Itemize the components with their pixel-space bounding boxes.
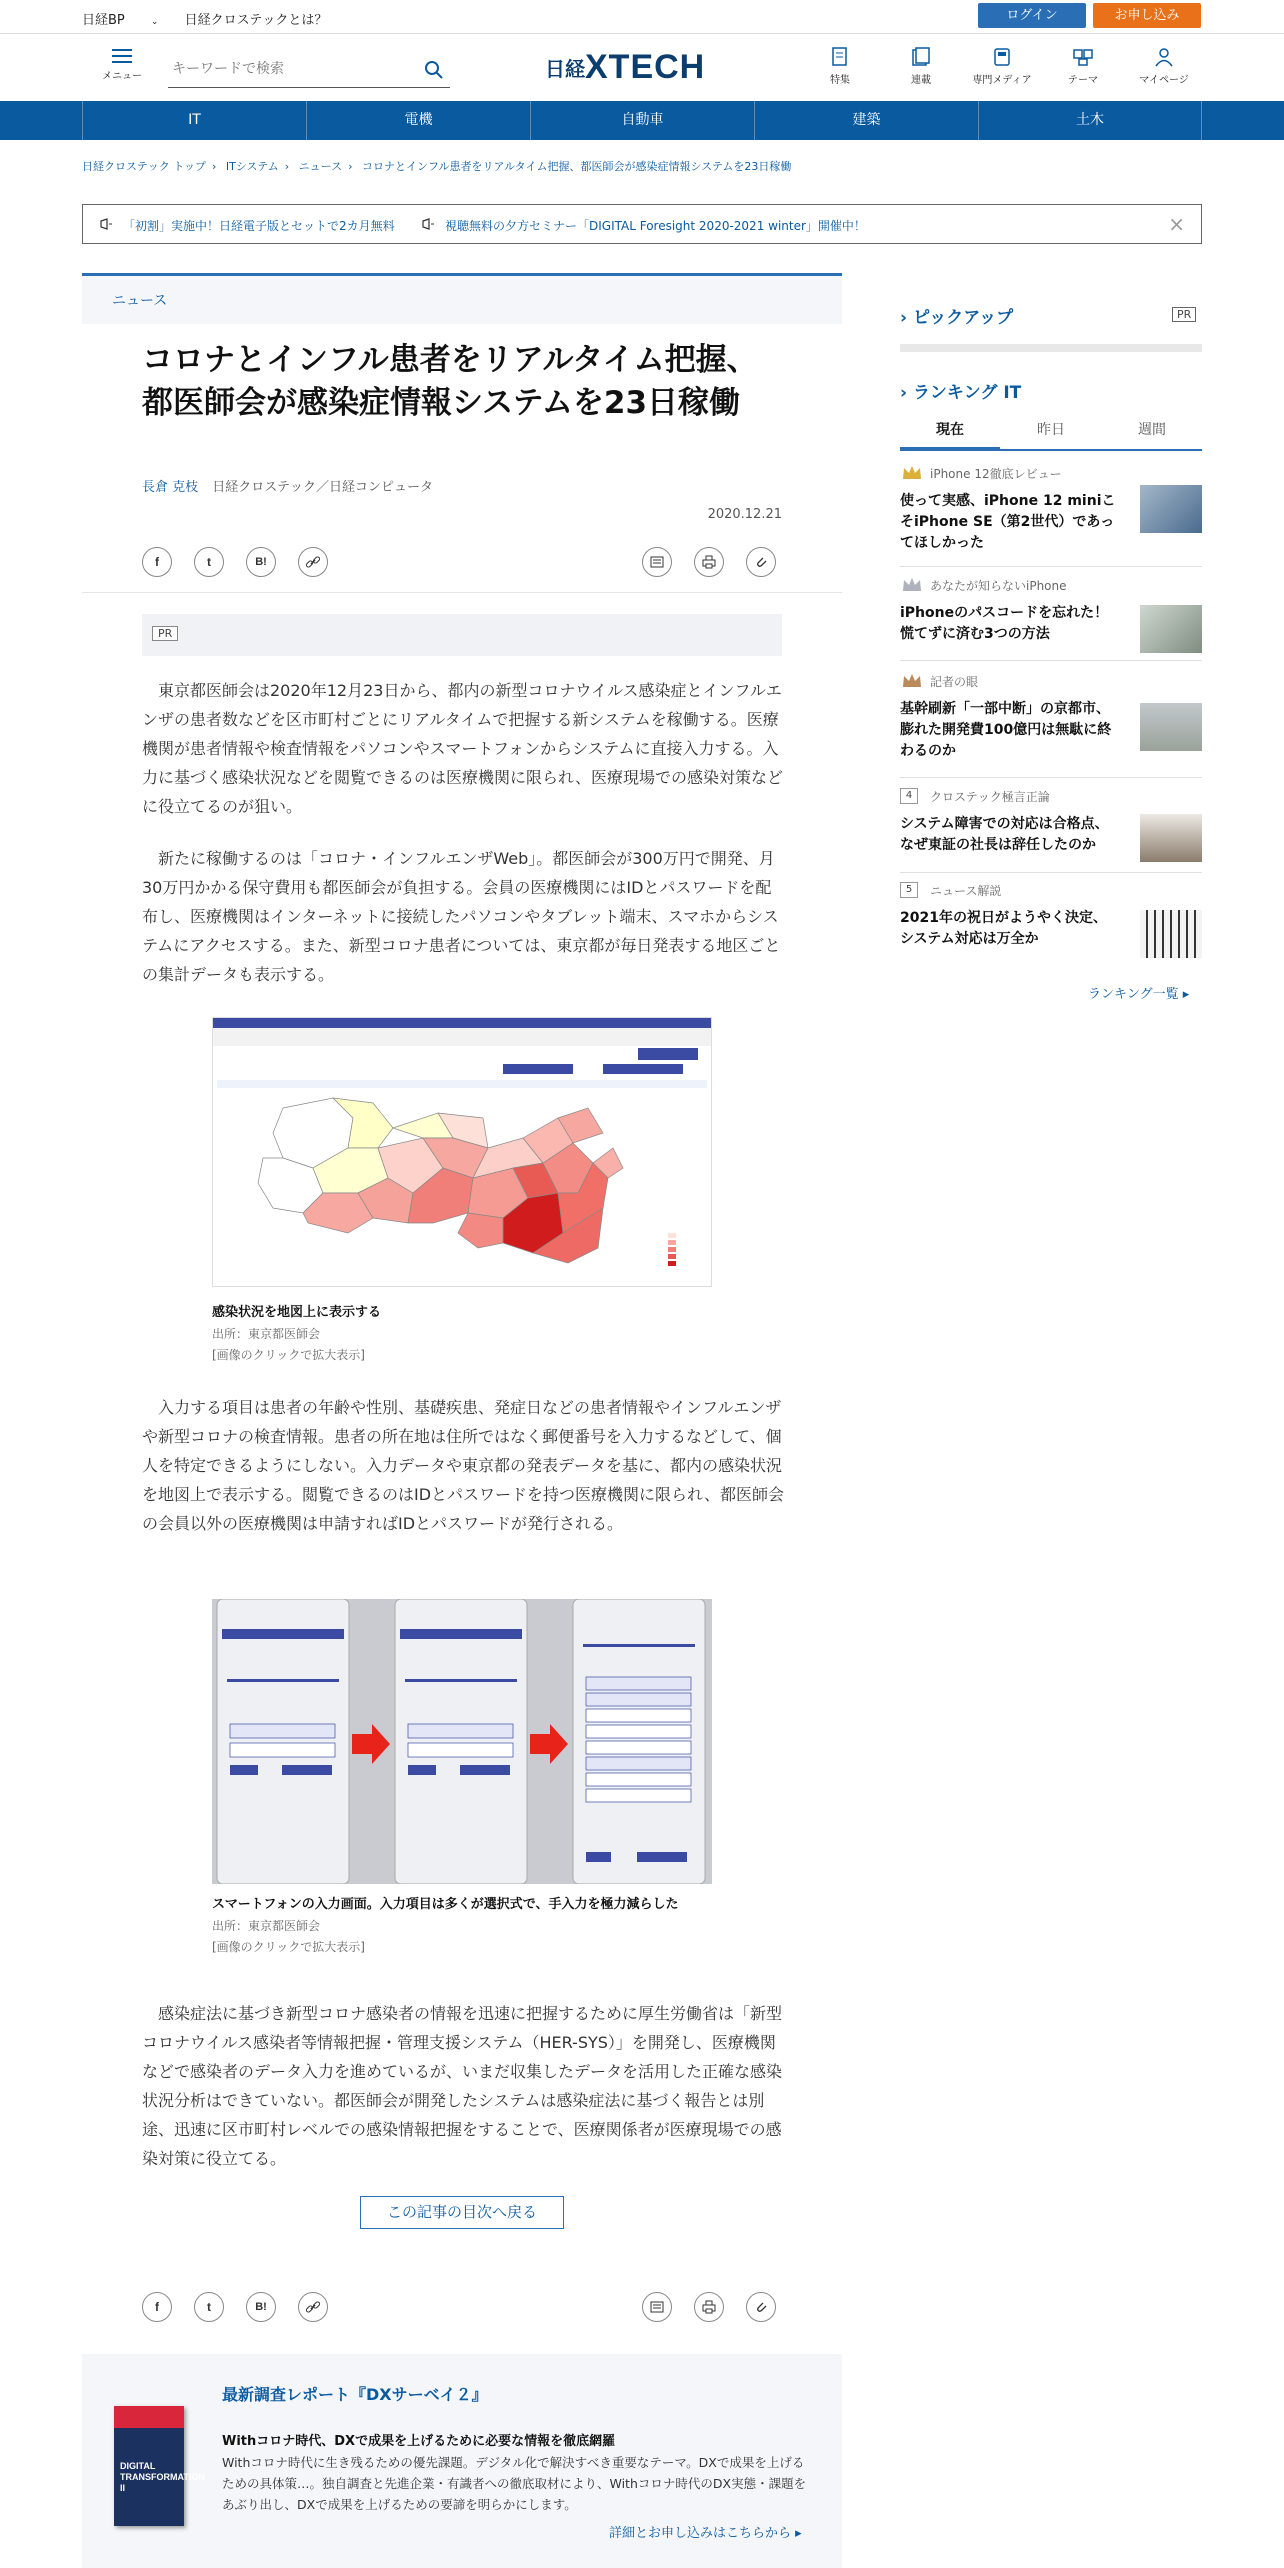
facebook-share-icon[interactable]: f (142, 2292, 172, 2322)
breadcrumb-it[interactable]: ITシステム (225, 160, 279, 173)
promo-subtitle: Withコロナ時代、DXで成果を上げるために必要な情報を徹底網羅 (222, 2434, 616, 2449)
figure-1-caption (212, 1304, 712, 1364)
triangle-right-icon: ▸ (795, 2526, 802, 2541)
phone-screens-figure[interactable] (212, 1599, 712, 1884)
category-nav (0, 101, 1284, 140)
crown-silver-icon (902, 577, 922, 592)
infection-map-image (213, 1018, 711, 1286)
close-icon[interactable]: × (1168, 212, 1185, 236)
ranking-category: iPhone 12徹底レビュー (930, 467, 1062, 481)
feature-icon (829, 46, 851, 68)
nav-media-label: 専門メディア (972, 75, 1032, 86)
nav-theme[interactable] (1053, 46, 1113, 86)
phone-hand-thumb (1140, 605, 1202, 653)
ranking-category: あなたが知らないiPhone (930, 579, 1067, 593)
breadcrumb-current: コロナとインフル患者をリアルタイム把握、都医師会が感染症情報システムを23日稼働 (362, 160, 792, 173)
clip-icon[interactable] (746, 2292, 776, 2322)
hamburger-icon (112, 48, 132, 64)
chevron-right-icon: › (211, 160, 217, 173)
phone-input-screens-image (212, 1599, 712, 1884)
nikkeibp-link[interactable] (82, 13, 158, 28)
paragraph-1: 東京都医師会は2020年12月23日から、都内の新型コロナウイルス感染症とインフルエンザの患者数などを区市町村ごとにリアルタイムで把握する新システムを稼働する。医療機関が患者情報や検査情報をパソコンやスマートフォンからシステムに直接入力する。入力に基づく感染状況などを閲覧できるのは医療機関に限られ、医療現場での感染対策などに役立てるのが狙い。 (142, 681, 783, 816)
site-header (0, 33, 1284, 101)
theme-icon (1072, 46, 1094, 68)
promo-link[interactable] (609, 2522, 802, 2541)
ranking-item-5[interactable] (900, 882, 1202, 962)
divider (82, 592, 842, 593)
chevron-right-icon: › (284, 160, 290, 173)
paragraph-3: 入力する項目は患者の年齢や性別、基礎疾患、発症日などの患者情報やインフルエンザや新型コロナの検査情報。患者の所在地は住所ではなく郵便番号を入力するなどして、個人を特定できるようにしない。入力データや東京都の発表データを基に、都内の感染状況を地図上で表示する。閲覧できるのはIDとパスワードを持つ医療機関に限られ、都医師会の会員以外の医療機関は申請すればIDとパスワードが発行される。 (142, 1398, 785, 1533)
notice-bar (82, 204, 1202, 244)
category-architecture[interactable]: 建築 (754, 101, 978, 140)
book-cover-band (114, 2406, 184, 2428)
ranking-category: クロステック極言正論 (930, 790, 1050, 804)
pickup-label: ピックアップ (912, 308, 1014, 328)
user-icon (1153, 46, 1175, 68)
apply-button[interactable]: お申し込み (1093, 3, 1201, 28)
iphone-thumb (1140, 485, 1202, 533)
print-list-icon[interactable] (642, 2292, 672, 2322)
ranking-heading (900, 378, 1021, 403)
twitter-share-icon[interactable]: t (194, 2292, 224, 2322)
author-link[interactable]: 長倉 克枝 (142, 480, 199, 495)
figure-1-title: 感染状況を地図上に表示する (212, 1305, 382, 1320)
ranking-category: 記者の眼 (930, 675, 979, 689)
ranking-number: 4 (900, 788, 918, 804)
nav-theme-label: テーマ (1068, 75, 1098, 86)
megaphone-icon (421, 217, 435, 234)
ranking-title: 使って実感、iPhone 12 miniこそiPhone SE（第2世代）であってほしかった (900, 493, 1116, 551)
ranking-label: ランキング IT (912, 383, 1022, 403)
printer-icon[interactable] (694, 2292, 724, 2322)
notice-item-2[interactable]: 視聴無料の夕方セミナー「DIGITAL Foresight 2020-2021 winter」開催中！ (445, 219, 866, 233)
pickup-pr-badge: PR (1172, 307, 1196, 322)
map-figure[interactable] (212, 1017, 712, 1287)
ranking-tabs (900, 413, 1202, 451)
search-box (168, 52, 450, 88)
logo-xtech: XTECH (585, 48, 706, 86)
category-automotive[interactable]: 自動車 (530, 101, 754, 140)
link-copy-icon[interactable] (298, 547, 328, 577)
book-cover-title: DIGITAL TRANSFORMATION II (120, 2461, 205, 2493)
chevron-right-icon: › (900, 308, 913, 328)
figure-2-title: スマートフォンの入力画面。入力項目は多くが選択式で、手入力を極力減らした (212, 1897, 679, 1912)
megaphone-icon (99, 217, 113, 234)
site-logo[interactable] (545, 48, 705, 88)
notice-item-1[interactable]: 「初割」実施中！日経電子版とセットで2カ月無料 (123, 219, 395, 233)
tab-yesterday[interactable]: 昨日 (1037, 422, 1065, 438)
page-title: コロナとインフル患者をリアルタイム把握、都医師会が感染症情報システムを23日稼働 (142, 342, 758, 421)
ranking-item-1[interactable] (900, 465, 1202, 567)
pr-badge: PR (152, 626, 178, 641)
paragraph-4: 感染症法に基づき新型コロナ感染者の情報を迅速に把握するために厚生労働省は「新型コロナウイルス感染者等情報把握・管理支援システム（HER-SYS）」を開発し、医療機関などで感染者のデータ入力を進めているが、いまだ収集したデータを活用した正確な感染状況分析はできていない。都医師会が開発したシステムは感染症法に基づく報告とは別途、迅速に区市町村レベルでの感染情報把握をすることで、医療関係者が医療現場での感染対策に役立てる。 (142, 2004, 783, 2168)
media-icon (991, 46, 1013, 68)
category-it[interactable]: IT (82, 101, 306, 140)
nav-feature-label: 特集 (830, 75, 850, 86)
crown-gold-icon (902, 465, 922, 480)
publish-date: 2020.12.21 (707, 507, 782, 522)
figure-2-source: 出所：東京都医師会 (212, 1919, 321, 1933)
clip-icon[interactable] (746, 547, 776, 577)
byline (142, 476, 433, 495)
triangle-right-icon: ▸ (1182, 987, 1190, 1002)
promo-link-label: 詳細とお申し込みはこちらから (609, 2526, 792, 2541)
menu-label: メニュー (102, 71, 142, 82)
nav-series[interactable] (891, 46, 951, 86)
breadcrumb (82, 158, 791, 174)
logo-nikkei: 日経 (545, 59, 585, 81)
person-thumb (1140, 814, 1202, 862)
ranking-title: iPhoneのパスコードを忘れた！慌てずに済む3つの方法 (900, 605, 1109, 642)
printer-icon[interactable] (694, 547, 724, 577)
ranking-category: ニュース解説 (930, 884, 1002, 898)
breadcrumb-news[interactable]: ニュース (298, 160, 343, 173)
hatena-bookmark-icon[interactable]: B! (246, 2292, 276, 2322)
link-copy-icon[interactable] (298, 2292, 328, 2322)
crown-bronze-icon (902, 673, 922, 688)
chevron-right-icon: › (900, 383, 913, 403)
nav-series-label: 連載 (911, 75, 931, 86)
back-to-toc-button[interactable]: この記事の目次へ戻る (360, 2196, 564, 2229)
hatena-bookmark-icon[interactable]: B! (246, 547, 276, 577)
article-body (82, 324, 842, 2354)
building-thumb (1140, 703, 1202, 751)
figure-2-zoom-link[interactable]: [画像のクリックで拡大表示] (212, 1940, 365, 1954)
ranking-item-4[interactable] (900, 788, 1202, 873)
tab-weekly[interactable]: 週間 (1138, 422, 1166, 438)
category-civil[interactable]: 土木 (978, 101, 1202, 140)
chevron-down-icon: ⌄ (150, 17, 159, 27)
ranking-title: 2021年の祝日がようやく決定、システム対応は万全か (900, 910, 1107, 947)
figure-1-source: 出所：東京都医師会 (212, 1327, 321, 1341)
author-affiliation: 日経クロステック／日経コンピュータ (212, 480, 434, 495)
series-icon (910, 46, 932, 68)
ranking-title: システム障害での対応は合格点、なぜ東証の社長は辞任したのか (900, 816, 1109, 853)
calendar-thumb (1140, 910, 1202, 958)
ranking-more-label: ランキング一覧 (1088, 987, 1179, 1002)
ranking-item-2[interactable] (900, 577, 1202, 661)
promo-box[interactable] (82, 2366, 842, 2568)
breadcrumb-top[interactable]: 日経クロステック トップ (82, 160, 206, 173)
chevron-right-icon: › (348, 160, 353, 173)
pickup-heading (900, 303, 1013, 328)
figure-2-caption (212, 1896, 712, 1956)
search-input[interactable] (168, 52, 408, 86)
category-electronics[interactable]: 電機 (306, 101, 530, 140)
article (82, 273, 842, 2568)
nav-media[interactable] (972, 46, 1032, 86)
pickup-placeholder (900, 344, 1202, 352)
pr-ad-box[interactable] (142, 614, 782, 656)
ranking-more-link[interactable] (1088, 983, 1189, 1002)
nav-feature[interactable] (810, 46, 870, 86)
menu-button[interactable] (100, 48, 144, 82)
ranking-item-3[interactable] (900, 673, 1202, 778)
figure-1-zoom-link[interactable]: [画像のクリックで拡大表示] (212, 1348, 365, 1362)
promo-title[interactable]: 最新調査レポート『DXサーベイ２』 (222, 2385, 488, 2404)
report-book-cover (114, 2406, 205, 2526)
top-bar (0, 0, 1284, 33)
twitter-share-icon[interactable]: t (194, 547, 224, 577)
login-button[interactable]: ログイン (978, 3, 1086, 28)
article-tag[interactable]: ニュース (112, 293, 168, 309)
facebook-share-icon[interactable]: f (142, 547, 172, 577)
nikkeibp-label: 日経BP (82, 13, 125, 28)
ranking-number: 5 (900, 882, 918, 898)
print-list-icon[interactable] (642, 547, 672, 577)
paragraph-2: 新たに稼働するのは「コロナ・インフルエンザWeb」。都医師会が300万円で開発、月30万円かかる保守費用も都医師会が負担する。会員の医療機関にはIDとパスワードを配布し、医療機関はインターネットに接続したパソコンやタブレット端末、スマホからシステムにアクセスする。また、新型コロナ患者については、東京都が毎日発表する地区ごとの集計データも表示する。 (142, 849, 781, 984)
nav-mypage-label: マイページ (1139, 75, 1189, 86)
tab-now[interactable]: 現在 (900, 413, 1000, 450)
ranking-title: 基幹刷新「一部中断」の京都市、膨れた開発費100億円は無駄に終わるのか (900, 701, 1112, 759)
nav-mypage[interactable] (1134, 46, 1194, 86)
search-icon[interactable] (424, 60, 444, 80)
about-link[interactable]: 日経クロステックとは？ (184, 13, 328, 28)
promo-body: Withコロナ時代に生き残るための優先課題。デジタル化で解決すべき重要なテーマ。DXで成果を上げるための具体策…。独自調査と先進企業・有識者への徹底取材により、Withコロナ時代のDX実態・課題をあぶり出し、DXで成果を上げるための要諦を明らかにします。 (222, 2455, 807, 2512)
